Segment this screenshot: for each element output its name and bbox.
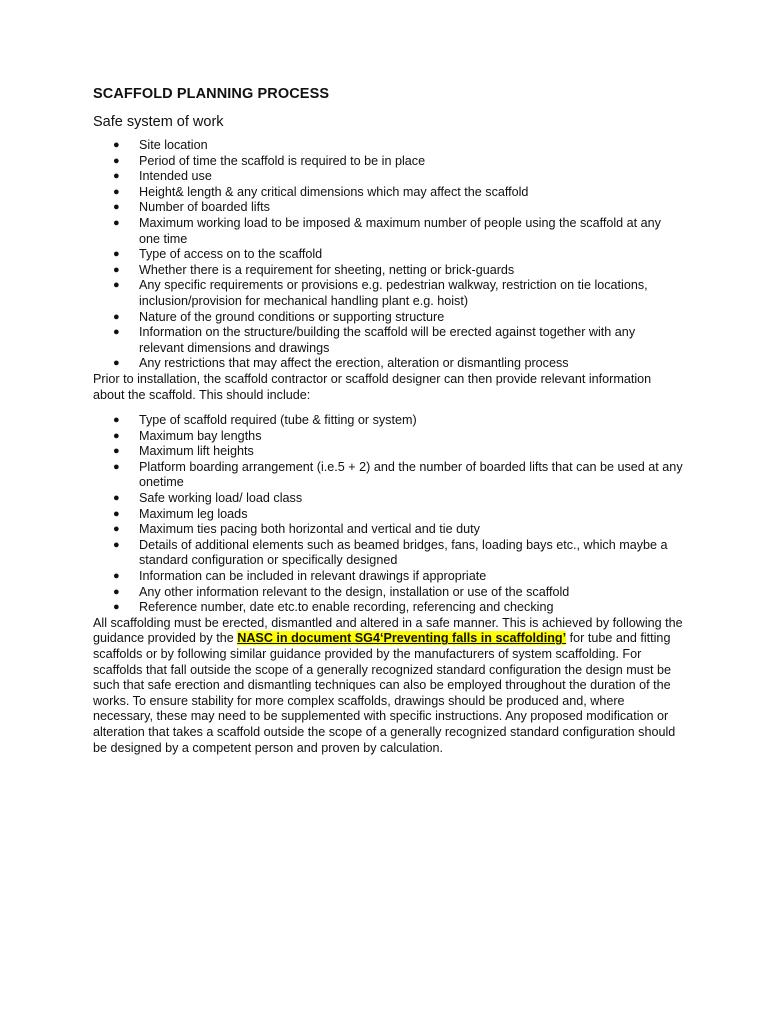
section-subtitle: Safe system of work (93, 114, 224, 130)
list-item (93, 444, 683, 460)
list-item-text: Nature of the ground conditions or supporting structure (139, 309, 445, 324)
list-item (93, 263, 683, 279)
bullet-icon: ● (113, 326, 120, 339)
list-item-text: Number of boarded lifts (139, 200, 270, 215)
page-title: SCAFFOLD PLANNING PROCESS (93, 86, 330, 102)
list-item (93, 200, 683, 216)
list-item-text: Type of access on to the scaffold (139, 247, 323, 262)
list-item-text: Any restrictions that may affect the erection, alteration or dismantling process (139, 356, 569, 371)
bullet-icon: ● (113, 492, 120, 505)
list-item (93, 356, 683, 372)
bullet-icon: ● (113, 445, 120, 458)
list-item (93, 216, 683, 247)
bullet-icon: ● (113, 538, 120, 551)
nasc-document-reference: NASC in document SG4‘Preventing falls in scaffolding’ (237, 631, 567, 646)
bullet-icon: ● (113, 310, 120, 323)
list-item (93, 600, 683, 616)
guidance-text-before: All scaffolding must be erected, dismantled and altered in a safe manner. This is achieved by following the guidance provided by the (93, 615, 683, 646)
bullet-icon: ● (113, 216, 120, 229)
list-item-text: Maximum leg loads (139, 506, 248, 521)
list-item-text: Maximum ties pacing both horizontal and vertical and tie duty (139, 522, 480, 537)
list-item (93, 585, 683, 601)
list-item (93, 538, 683, 569)
list-item (93, 507, 683, 523)
bullet-icon: ● (113, 154, 120, 167)
list-item (93, 325, 683, 356)
list-item-text: Whether there is a requirement for sheeting, netting or brick-guards (139, 262, 515, 277)
guidance-paragraph (93, 616, 683, 756)
bullet-icon: ● (113, 170, 120, 183)
list-item (93, 278, 683, 309)
list-item-text: Information can be included in relevant drawings if appropriate (139, 569, 487, 584)
list-item (93, 522, 683, 538)
list-item-text: Information on the structure/building the scaffold will be erected against together with any relevant dimensions and drawings (139, 325, 636, 355)
bullet-icon: ● (113, 279, 120, 292)
list-item (93, 429, 683, 445)
bullet-icon: ● (113, 248, 120, 261)
document-content (93, 84, 683, 756)
bullet-icon: ● (113, 185, 120, 198)
guidance-text-after: for tube and fitting scaffolds or by following similar guidance provided by the manufacturers of system scaffolding. For scaffolds that fall outside the scope of a generally recognized standard configuration the design must be such that safe erection and dismantling techniques can also be employed throughout the duration of the works. To ensure stability for more complex scaffolds, drawings should be produced and, where necessary, these may need to be supplemented with specific instructions. Any proposed modification or alteration that takes a scaffold outside the scope of a generally recognized standard configuration should be designed by a competent person and proven by calculation. (93, 631, 676, 755)
list-item-text: Type of scaffold required (tube & fitting or system) (139, 413, 417, 428)
list-item (93, 491, 683, 507)
bullet-icon: ● (113, 585, 120, 598)
list-item-text: Maximum bay lengths (139, 428, 262, 443)
list-item (93, 169, 683, 185)
list-item (93, 569, 683, 585)
list-item (93, 247, 683, 263)
bullet-icon: ● (113, 263, 120, 276)
list-item-text: Reference number, date etc.to enable recording, referencing and checking (139, 600, 554, 615)
list-item-text: Maximum lift heights (139, 444, 254, 459)
list-item-text: Safe working load/ load class (139, 491, 303, 506)
list-item-text: Intended use (139, 169, 212, 184)
bullet-icon: ● (113, 201, 120, 214)
bullet-icon: ● (113, 139, 120, 151)
bullet-icon: ● (113, 507, 120, 520)
list-item (93, 138, 683, 154)
list-item (93, 413, 683, 429)
list-item (93, 460, 683, 491)
list-item-text: Site location (139, 138, 208, 152)
planning-info-list (93, 138, 683, 372)
list-item-text: Maximum working load to be imposed & maximum number of people using the scaffold at any one time (139, 215, 661, 246)
list-item-text: Details of additional elements such as beamed bridges, fans, loading bays etc., which maybe a standard configuration or specifically designed (139, 537, 668, 568)
list-item (93, 185, 683, 201)
list-item-text: Platform boarding arrangement (i.e.5 + 2) and the number of boarded lifts that can be used at any onetime (139, 459, 683, 490)
bullet-icon: ● (113, 601, 120, 614)
list-item-text: Any specific requirements or provisions e.g. pedestrian walkway, restriction on tie locations, inclusion/provision for mechanical handling plant e.g. hoist) (139, 278, 648, 308)
design-info-list (93, 413, 683, 616)
list-item (93, 154, 683, 170)
bullet-icon: ● (113, 414, 120, 427)
bullet-icon: ● (113, 357, 120, 370)
list-item (93, 310, 683, 326)
intro-paragraph: Prior to installation, the scaffold contractor or scaffold designer can then provide relevant information about the scaffold. This should include: (93, 371, 652, 402)
list-item-text: Height& length & any critical dimensions which may affect the scaffold (139, 184, 529, 199)
list-item-text: Any other information relevant to the design, installation or use of the scaffold (139, 584, 570, 599)
bullet-icon: ● (113, 570, 120, 583)
list-item-text: Period of time the scaffold is required to be in place (139, 153, 426, 168)
bullet-icon: ● (113, 523, 120, 536)
bullet-icon: ● (113, 429, 120, 442)
bullet-icon: ● (113, 460, 120, 473)
